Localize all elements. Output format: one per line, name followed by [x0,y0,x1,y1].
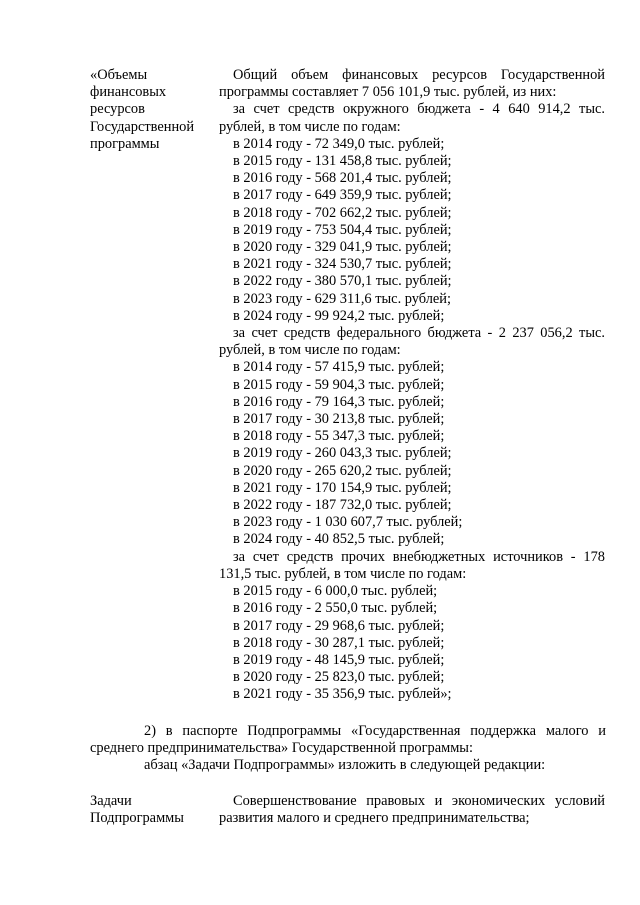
okrug-year-item: в 2017 году - 649 359,9 тыс. рублей; [233,187,452,204]
okrug-budget-line: рублей, в том числе по годам: [219,118,401,135]
total-volume-line: программы составляет 7 056 101,9 тыс. рублей, из них: [219,84,557,101]
extra-year-item: в 2015 году - 6 000,0 тыс. рублей; [233,583,438,600]
tasks-label-line: Подпрограммы [90,810,184,827]
okrug-year-item: в 2018 году - 702 662,2 тыс. рублей; [233,204,452,221]
extra-budget-line: за счет средств прочих внебюджетных источников - 178 [233,548,605,565]
federal-year-item: в 2022 году - 187 732,0 тыс. рублей; [233,497,452,514]
tasks-text-line: Совершенствование правовых и экономических условий [233,793,605,809]
extra-year-item: в 2021 году - 35 356,9 тыс. рублей»; [233,686,452,703]
okrug-year-item: в 2023 году - 629 311,6 тыс. рублей; [233,290,452,307]
federal-year-item: в 2020 году - 265 620,2 тыс. рублей; [233,462,452,479]
passport-text [219,67,605,704]
okrug-year-item: в 2024 году - 99 924,2 тыс. рублей; [233,307,445,324]
passport-label-line: «Объемы [90,67,148,83]
okrug-year-item: в 2019 году - 753 504,4 тыс. рублей; [233,221,452,238]
federal-year-item: в 2023 году - 1 030 607,7 тыс. рублей; [233,514,463,531]
passport-label-line: ресурсов [90,101,145,118]
passport-label-line: программы [90,135,160,152]
extra-budget-line: 131,5 тыс. рублей, в том числе по годам: [219,565,467,582]
passport-label [90,67,215,153]
federal-years-list [219,359,605,548]
okrug-budget-line: за счет средств окружного бюджета - 4 640 914,2 тыс. [233,101,605,118]
item-2-paragraph [90,723,606,775]
item-2-line: среднего предпринимательства» Государственной программы: [90,740,473,757]
tasks-text-line: развития малого и среднего предпринимательства; [219,810,530,827]
extra-year-item: в 2018 году - 30 287,1 тыс. рублей; [233,634,445,651]
okrug-year-item: в 2020 году - 329 041,9 тыс. рублей; [233,239,452,256]
passport-label-line: Государственной [90,118,195,135]
okrug-year-item: в 2014 году - 72 349,0 тыс. рублей; [233,135,445,152]
federal-year-item: в 2015 году - 59 904,3 тыс. рублей; [233,376,445,393]
item-2-line: абзац «Задачи Подпрограммы» изложить в следующей редакции: [144,757,546,774]
extra-year-item: в 2017 году - 29 968,6 тыс. рублей; [233,617,445,634]
federal-year-item: в 2021 году - 170 154,9 тыс. рублей; [233,479,452,496]
extra-year-item: в 2016 году - 2 550,0 тыс. рублей; [233,600,438,617]
okrug-year-item: в 2015 году - 131 458,8 тыс. рублей; [233,153,452,170]
okrug-year-item: в 2021 году - 324 530,7 тыс. рублей; [233,256,452,273]
tasks-text [219,793,605,827]
item-2-line: 2) в паспорте Подпрограммы «Государственная поддержка малого и [144,723,606,739]
okrug-years-list [219,136,605,325]
federal-year-item: в 2017 году - 30 213,8 тыс. рублей; [233,411,445,428]
okrug-year-item: в 2022 году - 380 570,1 тыс. рублей; [233,273,452,290]
federal-year-item: в 2024 году - 40 852,5 тыс. рублей; [233,531,445,548]
federal-year-item: в 2016 году - 79 164,3 тыс. рублей; [233,393,445,410]
tasks-label [90,793,215,827]
extra-years-list [219,583,605,703]
extra-year-item: в 2019 году - 48 145,9 тыс. рублей; [233,651,445,668]
tasks-label-line: Задачи [90,793,132,809]
federal-year-item: в 2019 году - 260 043,3 тыс. рублей; [233,445,452,462]
federal-budget-line: рублей, в том числе по годам: [219,342,401,359]
extra-year-item: в 2020 году - 25 823,0 тыс. рублей; [233,669,445,686]
total-volume-line: Общий объем финансовых ресурсов Государственной [233,67,605,83]
federal-budget-line: за счет средств федерального бюджета - 2 237 056,2 тыс. [233,325,605,342]
okrug-year-item: в 2016 году - 568 201,4 тыс. рублей; [233,170,452,187]
federal-year-item: в 2014 году - 57 415,9 тыс. рублей; [233,359,445,376]
passport-label-line: финансовых [90,84,167,101]
federal-year-item: в 2018 году - 55 347,3 тыс. рублей; [233,428,445,445]
